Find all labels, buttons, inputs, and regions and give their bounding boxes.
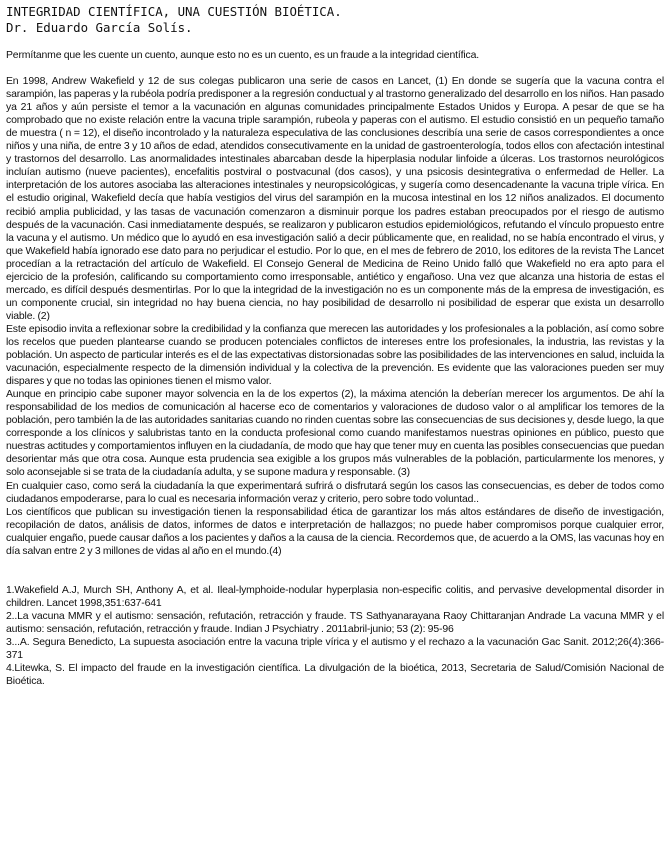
body-paragraph: Este episodio invita a reflexionar sobre la credibilidad y la confianza que merecen las autoridades y los profesionales a la población, así como sobre los recelos que pueden plantearse cuando se producen potenciales conflictos de intereses entre los profesionales, la industria, las revistas y la población. Un aspecto de particular interés es el de las expectativas distorsionadas sobre las posibilidades de las intervenciones en salud, incluida la vacunación, especialmente respecto de la dimensión individual y la colectiva de la prevención. Es evidente que las valoraciones pueden ser muy dispares y que no todas las opiniones tienen el mismo valor.	[6, 323, 664, 388]
body-paragraph: Los científicos que publican su investigación tienen la responsabilidad ética de garantizar los más altos estándares de diseño de investigación, recopilación de datos, análisis de datos, informes de datos e interpretación de hallazgos; no puede haber compromisos porque cualquier error, cualquier engaño, puede causar daños a los pacientes y daños a la causa de la ciencia. Recordemos que, de acuerdo a la OMS, las vacunas hoy en día salvan entre 2 y 3 millones de vidas al año en el mundo.(4)	[6, 506, 664, 557]
author-line: Dr. Eduardo García Solís.	[6, 20, 193, 35]
body-paragraph: Aunque en principio cabe suponer mayor solvencia en la de los expertos (2), la máxima atención la deberían merecer los argumentos. De ahí la responsabilidad de los medios de comunicación al hacerse eco de comentarios y valoraciones de dudoso valor o al amplificar los temores de la población, pero también la de las autoridades sanitarias cuando no rinden cuentas sobre las consecuencias de sus decisiones y, desde luego, la que corresponde a los clínicos y salubristas tanto en la conducta profesional como cuando manifestamos nuestras opiniones en público, puesto que nuestras actitudes y comportamientos influyen en la ciudadanía, de modo que hay que tener muy en cuenta las posibles consecuencias que puedan desorientar más que otra cosa. Aunque esta prudencia sea exigible a los grupos más vulnerables de la población, particularmente los menores, y solo aconsejable si se trata de la ciudadanía adulta, y se supone madura y responsable. (3)	[6, 389, 664, 479]
reference-item: 4.Litewka, S. El impacto del fraude en la investigación científica. La divulgación de la bioética, 2013, Secretaria de Salud/Comisión Nacional de Bioética.	[6, 663, 664, 688]
article-body	[6, 75, 664, 558]
document-page	[6, 4, 664, 688]
reference-item: 3...A. Segura Benedicto, La supuesta asociación entre la vacuna triple vírica y el autismo y el rechazo a la vacunación Gac Sanit. 2012;26(4):366-371	[6, 636, 664, 662]
references-list	[6, 584, 664, 688]
reference-item: 2..La vacuna MMR y el autismo: sensación, refutación, retracción y fraude. TS Sathyanarayana Raoy Chittaranjan Andrade La vacuna MMR y el autismo: sensación, refutación, retracción y fraude. Indian J Psychiatry . 2011abril-junio; 53 (2): 95-96	[6, 610, 664, 635]
reference-item: 1.Wakefield A.J, Murch SH, Anthony A, et al. Ileal-lymphoide-nodular hyperplasia non-especific colitis, and pervasive developmental disorder in children. Lancet 1998,351:637-641	[6, 584, 664, 609]
body-paragraph: En cualquier caso, como será la ciudadanía la que experimentará sufrirá o disfrutará según los casos las consecuencias, es deber de todos como ciudadanos empoderarse, para lo cual es necesaria información veraz y criterio, pero sobre todo voluntad..	[6, 480, 664, 505]
document-title: INTEGRIDAD CIENTÍFICA, UNA CUESTIÓN BIOÉTICA.	[6, 4, 342, 19]
body-paragraph: En 1998, Andrew Wakefield y 12 de sus colegas publicaron una serie de casos en Lancet, (1) En donde se sugería que la vacuna contra el sarampión, las paperas y la rubéola podría predisponer a la regresión conductual y al trastorno generalizado del desarrollo en los niños. Han pasado ya 21 años y aún persiste el temor a la vacunación en algunas comunidades principalmente Estados Unidos y Europa. A pesar de que se ha comprobado que no existe relación entre la vacuna triple sarampión, rubeola y paperas con el autismo. El estudio consistió en un pequeño tamaño de muestra ( n = 12), el diseño incontrolado y la naturaleza especulativa de las conclusiones describía una serie de casos correspondientes a once niños y una niña, de entre 3 y 10 años de edad, atendidos consecutivamente en la unidad de gastroenterología, todos ellos con afectación intestinal y trastornos del desarrollo. Las anormalidades intestinales abarcaban desde la hiperplasia nodular linfoide a úlceras. Los trastornos neurológicos incluían autismo (nueve pacientes), encefalitis postviral o postvacunal (dos casos), y una psicosis desintegrativa o enfermedad de Heller. La interpretación de los autores asociaba las alteraciones intestinales y neuropsicológicas, y sugería como desencadenante la vacuna triple vírica. En el estudio original, Wakefield decía que había vestigios del virus del sarampión en la mucosa intestinal en los 12 niños analizados. El documento recibió amplia publicidad, y las tasas de vacunación comenzaron a disminuir porque los padres estaban preocupados por el riesgo de autismo después de la vacunación. Casi inmediatamente después, se realizaron y publicaron estudios epidemiológicos, refutando el vínculo propuesto entre la vacuna y el autismo. Un médico que lo ayudó en esa investigación salió a decir públicamente que, en realidad, no se había encontrado el virus, y que Wakefield había ignorado ese dato para no perjudicar el estudio. Por lo que, en el mes de febrero de 2010, los editores de la revista The Lancet procedían a la retractación del artículo de Wakefield. El Consejo General de Medicina de Reino Unido falló que Wakefield no era apto para el ejercicio de la profesión, calificando su comportamiento como irresponsable, antiético y engañoso. Una vez que alcanza una historia de estas el mercado, es difícil después desmentirlas. Por lo que la integridad de la investigación no es un componente más de la empresa de investigación, es un componente crucial, sin integridad no hay buena ciencia, no hay posibilidad de desarrollo ni posibilidad de esperar que exista un desarrollo viable. (2)	[6, 76, 664, 322]
intro-paragraph: Permítanme que les cuente un cuento, aunque esto no es un cuento, es un fraude a la integridad científica.	[6, 50, 480, 61]
